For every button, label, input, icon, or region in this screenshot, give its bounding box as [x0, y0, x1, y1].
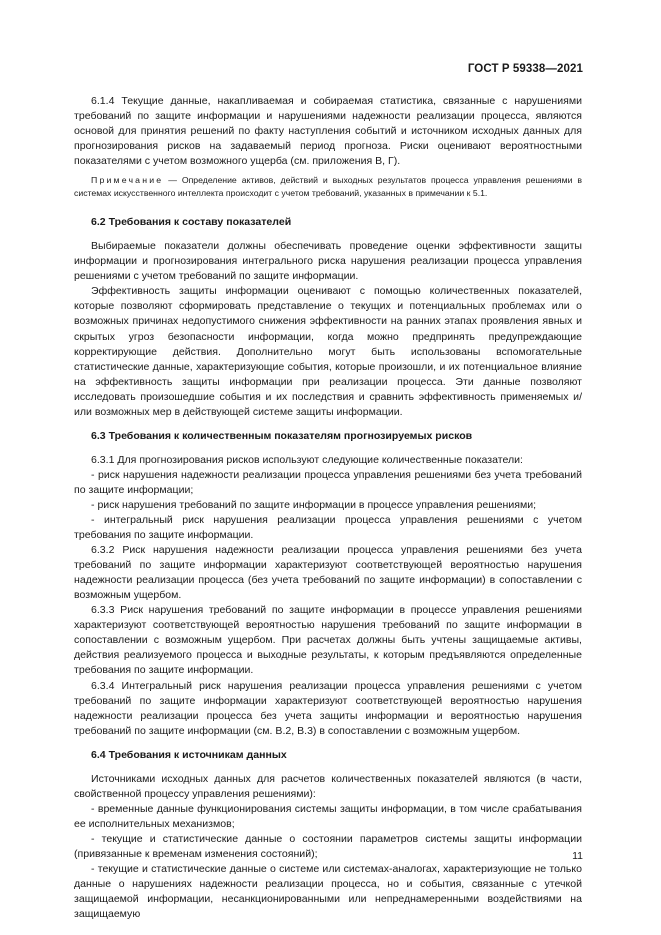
list-item-6-3-1-b: - риск нарушения требований по защите информации в процессе управления решениями;: [91, 498, 537, 511]
paragraph-6-3-2: 6.3.2 Риск нарушения надежности реализации процесса управления решениями без учета требований по защите информации характеризуют соответствующей вероятностью нарушения надежности реализации процесса (без учета требований по защите информации) в сопоставлении с возможным ущербом.: [74, 544, 582, 602]
paragraph-6-3-3: 6.3.3 Риск нарушения требований по защите информации в процессе управления решениями характеризуют соответствующей вероятностью нарушения требований по защите информации в сопоставлении с возможным ущербом. При расчетах должны быть учтены защищаемые активы, действия реализуемого процесса и выходные результаты, к которым предъявляются определенные требования по защите информации.: [74, 604, 582, 677]
paragraph-6-2-2: Эффективность защиты информации оценивают с помощью количественных показателей, которые позволяют сформировать представление о текущих и потенциальных проблемах или о возможных причинах недопустимого снижения эффективности на ранних этапах проявления явных и скрытых угроз безопасности информации, когда можно предпринять предупреждающие корректирующие действия. Дополнительно могут быть использованы вспомогательные статистические данные, характеризующие события, которые произошли, и их потенциальное влияние на эффективность защиты информации при реализации процесса. Эти данные позволяют исследовать произошедшие события и их последствия и сравнить эффективность применяемых и/или возможных мер в действующей системе защиты информации.: [74, 285, 582, 418]
paragraph-6-4-1: Источниками исходных данных для расчетов количественных показателей являются (в части, свойственной процессу управления решениями):: [74, 772, 582, 800]
page-number: 11: [572, 850, 583, 862]
list-item-6-4-a: - временные данные функционирования системы защиты информации, в том числе срабатывания ее исполнительных механизмов;: [74, 802, 582, 830]
heading-6-3: 6.3 Требования к количественным показателям прогнозируемых рисков: [91, 429, 473, 442]
note: [74, 174, 582, 199]
document-body: [74, 94, 582, 922]
heading-6-2: 6.2 Требования к составу показателей: [91, 216, 292, 229]
note-text: — Определение активов, действий и выходных результатов процесса управления решениями в системах искусственного интеллекта происходит с учетом требований, указанных в примечании к 5.1.: [74, 175, 582, 198]
list-item-6-4-c: - текущие и статистические данные о системе или системах-аналогах, характеризующие не только данные о нарушениях надежности реализации процесса, но и события, связанные с утечкой защищаемой информации, несанкционированными или непреднамеренными воздействиями на защищаемую: [74, 862, 582, 921]
note-label: Примечание: [91, 175, 164, 186]
paragraph-6-2-1: Выбираемые показатели должны обеспечивать проведение оценки эффективности защиты информации и прогнозирования интегрального риска нарушения реализации процесса управления решениями с учетом требований по защите информации.: [74, 240, 582, 283]
heading-6-4: 6.4 Требования к источникам данных: [91, 748, 287, 761]
paragraph-6-1-4: 6.1.4 Текущие данные, накапливаемая и собираемая статистика, связанные с нарушениями требований по защите информации и нарушениями надежности реализации процесса, являются основой для принятия решений по факту наступления событий и источником исходных данных для прогнозирования рисков на задаваемый период прогноза. Риски оценивают вероятностными показателями с учетом возможного ущерба (см. приложения В, Г).: [74, 95, 582, 168]
list-item-6-3-1-a: - риск нарушения надежности реализации процесса управления решениями без учета требований по защите информации;: [74, 468, 582, 496]
list-item-6-4-b: - текущие и статистические данные о состоянии параметров системы защиты информации (привязанные к временам изменения состояний);: [74, 832, 582, 860]
paragraph-6-3-1: 6.3.1 Для прогнозирования рисков используют следующие количественные показатели:: [91, 453, 523, 466]
list-item-6-3-1-c: - интегральный риск нарушения реализации процесса управления решениями с учетом требования по защите информации.: [74, 513, 582, 542]
paragraph-6-3-4: 6.3.4 Интегральный риск нарушения реализации процесса управления решениями с учетом требований по защите информации характеризуют соответствующей вероятностью нарушения надежности реализации процесса без учета защиты информации и вероятностью нарушения требований по защите информации (см. В.2, В.3) в сопоставлении с возможным ущербом.: [74, 679, 582, 737]
standard-code: ГОСТ Р 59338—2021: [467, 63, 583, 75]
